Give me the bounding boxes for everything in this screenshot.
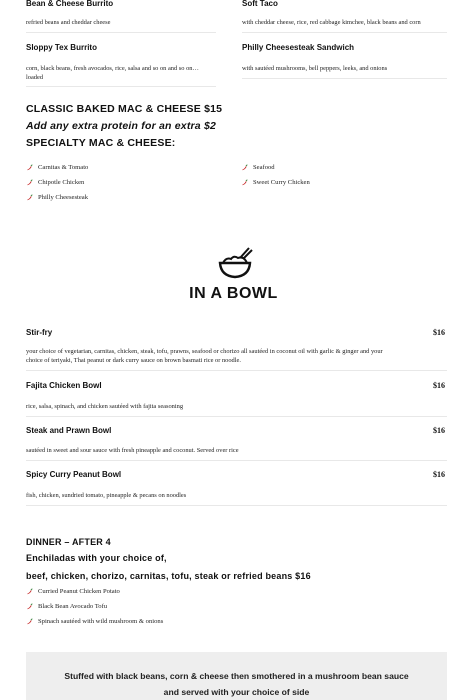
item-title-bean-cheese-burrito: Bean & Cheese Burrito (26, 0, 114, 8)
list-item (26, 618, 163, 625)
divider (26, 370, 447, 371)
list-item-label: Spinach sautéed with wild mushroom & onions (38, 618, 164, 625)
chili-pepper-icon (26, 194, 33, 201)
dinner-line-1: Enchiladas with your choice of, (26, 553, 167, 563)
list-item (26, 588, 120, 595)
item-title-philly-cheesesteak-sandwich: Philly Cheesesteak Sandwich (242, 43, 355, 52)
mac-subtitle: Add any extra protein for an extra $2 (26, 120, 217, 132)
item-desc-spicy-curry-peanut-bowl: fish, chicken, sundried tomato, pineapple & pecans on noodles (26, 492, 187, 499)
divider (242, 78, 447, 79)
list-item-label: Philly Cheesesteak (38, 194, 88, 201)
divider (26, 460, 447, 461)
divider (26, 416, 447, 417)
item-desc-sloppy-tex-burrito-1: corn, black beans, fresh avocados, rice, salsa and so on and so on… (26, 65, 199, 72)
item-desc-stir-fry-2: choice of teriyaki, Thai peanut or dark curry sauce on brown basmati rice or noodle. (26, 357, 241, 364)
list-item-label: Sweet Curry Chicken (253, 179, 310, 186)
list-item (26, 179, 84, 186)
list-item-label: Seafood (253, 164, 275, 171)
item-title-soft-taco: Soft Taco (242, 0, 278, 8)
divider (242, 32, 447, 33)
specialty-heading: SPECIALTY MAC & CHEESE: (26, 137, 176, 149)
list-item-label: Curried Peanut Chicken Potato (38, 588, 120, 595)
item-desc-fajita-chicken-bowl: rice, salsa, spinach, and chicken sautéed with fajita seasoning (26, 403, 184, 410)
item-title-fajita-chicken-bowl: Fajita Chicken Bowl (26, 381, 102, 390)
chili-pepper-icon (26, 164, 33, 171)
banner-line-2: and served with your choice of side (163, 687, 310, 697)
item-price: $16 (433, 328, 445, 337)
divider (26, 86, 216, 87)
chili-pepper-icon (26, 603, 33, 610)
dinner-heading: DINNER – AFTER 4 (26, 537, 111, 547)
item-price: $16 (433, 381, 445, 390)
item-desc-philly-cheesesteak-sandwich: with sautéed mushrooms, bell peppers, leeks, and onions (242, 65, 388, 72)
list-item (26, 164, 88, 171)
bowl-with-chopsticks-icon (216, 246, 254, 280)
list-item (26, 603, 107, 610)
item-title-sloppy-tex-burrito: Sloppy Tex Burrito (26, 43, 97, 52)
list-item (26, 194, 88, 201)
item-desc-soft-taco: with cheddar cheese, rice, red cabbage kimchee, black beans and corn (242, 19, 421, 26)
item-price: $16 (433, 426, 445, 435)
item-desc-bean-cheese-burrito: refried beans and cheddar cheese (26, 19, 111, 26)
chili-pepper-icon (26, 588, 33, 595)
banner-line-1: Stuffed with black beans, corn & cheese then smothered in a mushroom bean sauce (64, 671, 409, 681)
chili-pepper-icon (26, 618, 33, 625)
list-item (241, 164, 275, 171)
list-item (241, 179, 310, 186)
item-desc-steak-prawn-bowl: sautéed in sweet and sour sauce with fresh pineapple and coconut. Served over rice (26, 447, 239, 454)
item-price: $16 (433, 470, 445, 479)
item-title-stir-fry: Stir-fry (26, 328, 53, 337)
chili-pepper-icon (241, 164, 248, 171)
section-title: IN A BOWL (189, 285, 278, 302)
list-item-label: Chipotle Chicken (38, 179, 85, 186)
item-desc-stir-fry-1: your choice of vegetarian, carnitas, chicken, steak, tofu, prawns, seafood or chorizo all sautéed in coconut oil with garlic & ginger and your (26, 348, 383, 355)
list-item-label: Carnitas & Tomato (38, 164, 89, 171)
chili-pepper-icon (26, 179, 33, 186)
chili-pepper-icon (241, 179, 248, 186)
list-item-label: Black Bean Avocado Tofu (38, 603, 108, 610)
description-banner (26, 652, 447, 700)
dinner-line-2: beef, chicken, chorizo, carnitas, tofu, steak or refried beans $16 (26, 571, 311, 581)
divider (26, 505, 447, 506)
item-title-steak-prawn-bowl: Steak and Prawn Bowl (26, 426, 112, 435)
item-title-spicy-curry-peanut-bowl: Spicy Curry Peanut Bowl (26, 470, 122, 479)
divider (26, 32, 216, 33)
mac-heading: CLASSIC BAKED MAC & CHEESE $15 (26, 103, 223, 115)
banner-text (26, 668, 447, 700)
item-desc-sloppy-tex-burrito-2: loaded (26, 74, 44, 81)
